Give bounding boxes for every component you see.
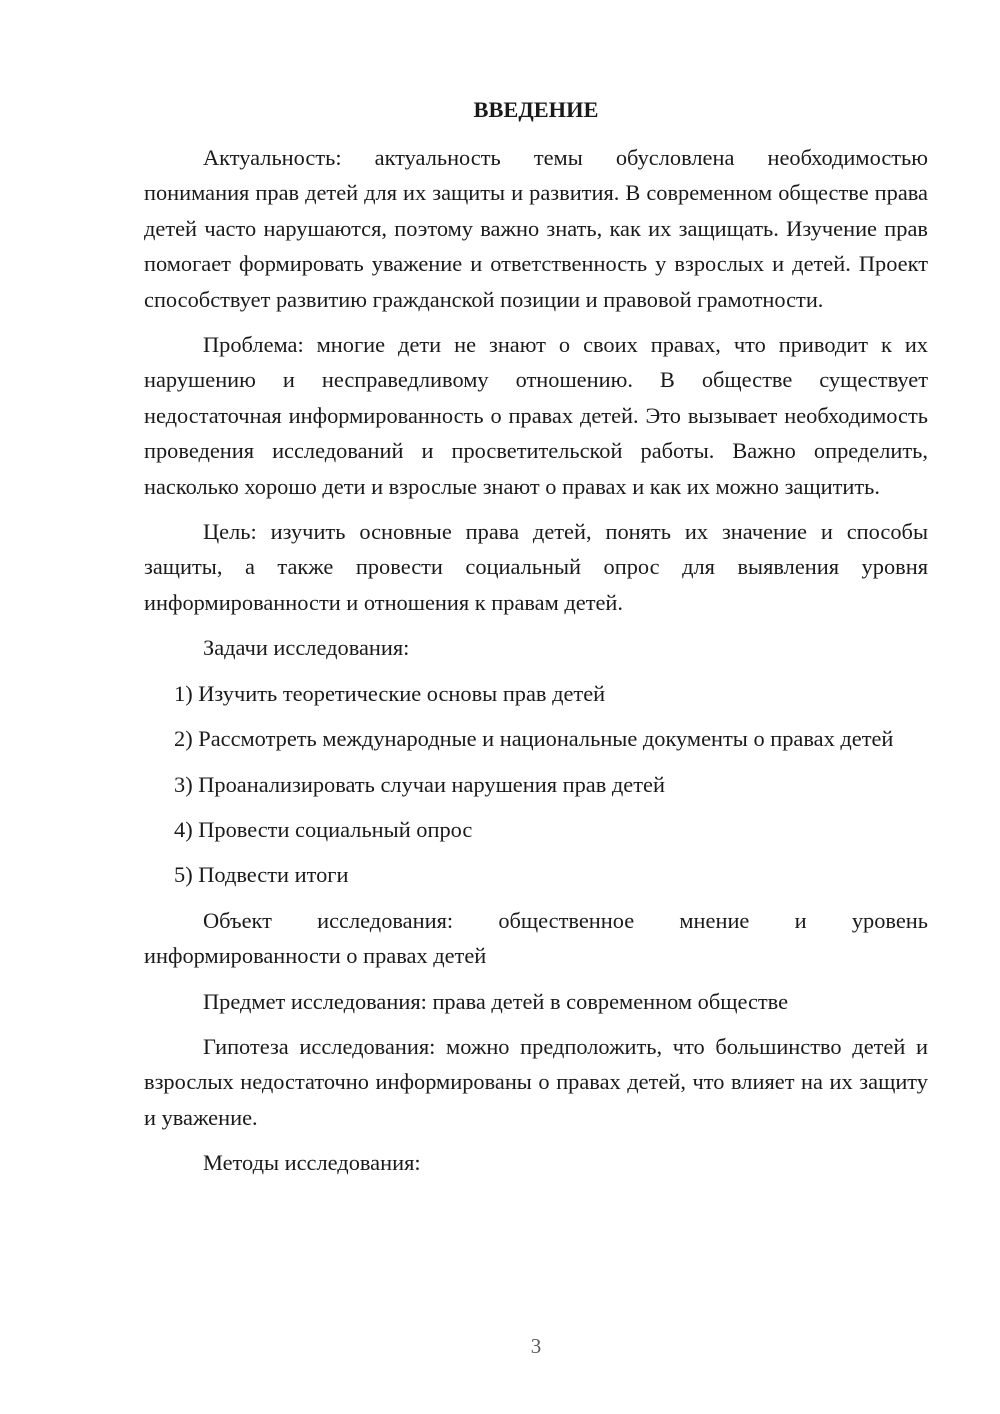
paragraph-goal: Цель: изучить основные права детей, понять их значение и способы защиты, а также провести социальный опрос для выявления уровня информированности и отношения к правам детей. — [144, 519, 928, 615]
methods-heading: Методы исследования: — [203, 1150, 421, 1176]
paragraph-hypothesis: Гипотеза исследования: можно предположить, что большинство детей и взрослых недостаточно информированы о правах детей, что влияет на их защиту и уважение. — [144, 1033, 928, 1130]
tasks-list — [144, 676, 928, 893]
paragraph-problem: Проблема: многие дети не знают о своих правах, что приводит к их нарушению и несправедливому отношению. В обществе существует недостаточная информированность о правах детей. Это вызывает необходимость проведения исследований и просветительской работы. Важно определить, насколько хорошо дети и взрослые знают о правах и как их можно защитить. — [144, 332, 928, 499]
task-item: 5) Подвести итоги — [174, 862, 349, 888]
tasks-heading: Задачи исследования: — [203, 635, 410, 661]
document-page — [144, 92, 928, 1191]
task-item: 2) Рассмотреть международные и национальные документы о правах детей — [174, 726, 894, 752]
task-item: 4) Провести социальный опрос — [174, 816, 473, 842]
task-item: 1) Изучить теоретические основы прав детей — [174, 680, 606, 706]
page-number: 3 — [530, 1334, 542, 1358]
paragraph-subject: Предмет исследования: права детей в современном обществе — [203, 988, 789, 1014]
paragraph-relevance: Актуальность: актуальность темы обусловлена необходимостью понимания прав детей для их защиты и развития. В современном обществе права детей часто нарушаются, поэтому важно знать, как их защищать. Изучение прав помогает формировать уважение и ответственность у взрослых и детей. Проект способствует развитию гражданской позиции и правовой грамотности. — [144, 145, 928, 312]
task-item: 3) Проанализировать случаи нарушения прав детей — [174, 771, 665, 797]
page-title: ВВЕДЕНИЕ — [473, 97, 599, 122]
paragraph-object: Объект исследования: общественное мнение и уровень информированности о правах детей — [144, 907, 928, 969]
